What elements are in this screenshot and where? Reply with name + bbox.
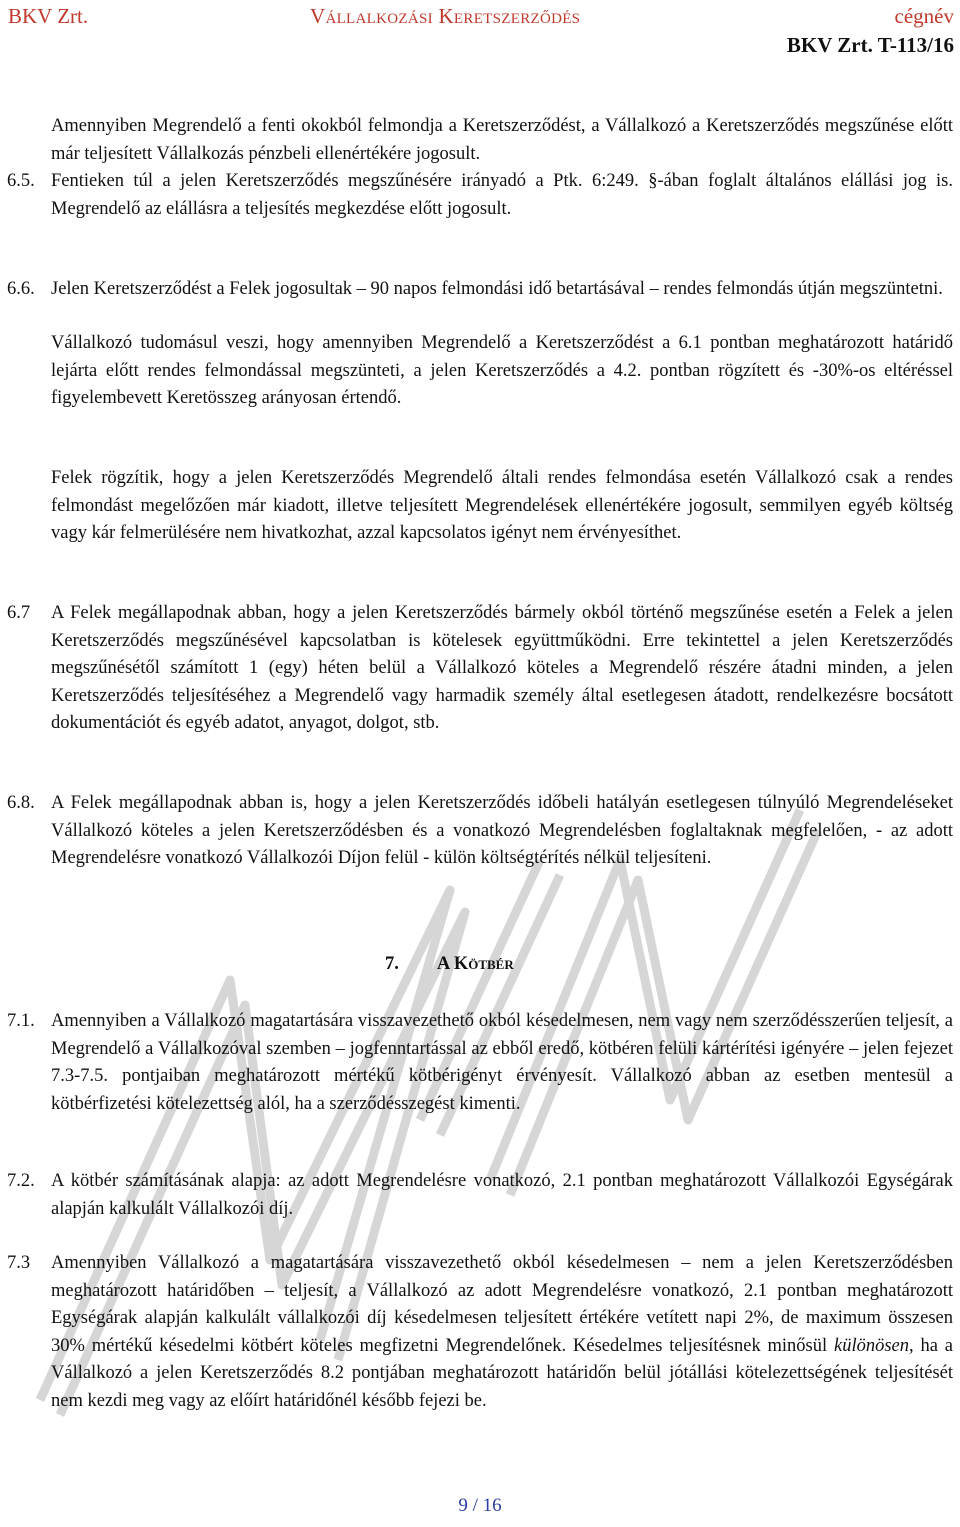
paragraph: Fentieken túl a jelen Keretszerződés megszűnésére irányadó a Ptk. 6:249. §-ában foglalt általános elállási jog is. Megrendelő az elállásra a teljesítés megkezdése előtt jogosult. [51,171,953,219]
section-number: 6.6. [7,279,35,299]
chapter-number: 7. [385,954,399,974]
section-number: 7.1. [7,1011,35,1031]
paragraph-emphasis: különösen [833,1335,909,1356]
paragraph: Amennyiben a Vállalkozó magatartására visszavezethető okból késedelmesen, nem vagy nem szerződésszerűen teljesít, a Megrendelő a Vállalkozóval szemben – jogfenntartással az ebből eredő, kötbéren felüli kártérítési igényére – jelen fejezet 7.3-7.5. pontjaiban meghatározott mértékű kötbérigényt érvényesít. Vállalkozó abban az esetben mentesül a kötbérfizetési kötelezettség alól, ha a szerződésszegést kimenti. [51,1011,953,1114]
page-number: 9 / 16 [458,1495,502,1516]
paragraph: A kötbér számításának alapja: az adott Megrendelésre vonatkozó, 2.1 pontban meghatározott Vállalkozói Egységárak alapján kalkulált Vállalkozói díj. [51,1171,953,1219]
paragraph: Vállalkozó tudomásul veszi, hogy amennyiben Megrendelő a Keretszerződést a 6.1 pontban meghatározott határidő lejárta előtt rendes felmondással megszünteti, a jelen Keretszerződés a 4.2. pontban rögzített és -30%-os eltéréssel figyelembevett Keretösszeg arányosan értendő. [51,333,953,408]
header-document-reference: BKV Zrt. T-113/16 [786,33,954,57]
paragraph: Amennyiben Megrendelő a fenti okokból felmondja a Keretszerződést, a Vállalkozó a Keretszerződés megszűnése előtt már teljesített Vállalkozás pénzbeli ellenértékére jogosult. [51,116,953,164]
chapter-heading [385,954,514,975]
header-document-title: Vállalkozási Keretszerződés [310,4,581,28]
section-number: 6.7 [7,603,31,623]
paragraph: A Felek megállapodnak abban is, hogy a jelen Keretszerződés időbeli hatályán esetlegesen túlnyúló Megrendeléseket Vállalkozó köteles a jelen Keretszerződésben és a vonatkozó Megrendelésben foglaltaknak megfelelően, - az adott Megrendelésre vonatkozó Vállalkozói Díjon felül - külön költségtérítés nélkül teljesíteni. [51,793,953,868]
section-number: 7.2. [7,1171,35,1191]
chapter-title: A Kötbér [436,954,514,974]
paragraph [51,1250,953,1415]
paragraph: Jelen Keretszerződést a Felek jogosultak – 90 napos felmondási idő betartásával – rendes felmondás útján megszüntetni. [51,279,943,299]
paragraph: A Felek megállapodnak abban, hogy a jelen Keretszerződés bármely okból történő megszűnése esetén a Felek a jelen Keretszerződés megszűnésével kapcsolatban is kötelesek együttműködni. Erre tekintettel a jelen Keretszerződés megszűnésétől számított 1 (egy) héten belül a Vállalkozó köteles a Megrendelő részére átadni minden, a jelen Keretszerződés teljesítéséhez a Megrendelő vagy harmadik személy által esetlegesen átadott, rendelkezésre bocsátott dokumentációt és egyéb adatot, anyagot, dolgot, stb. [51,603,953,733]
section-number: 7.3 [7,1253,31,1273]
paragraph: Felek rögzítik, hogy a jelen Keretszerződés Megrendelő általi rendes felmondása esetén Vállalkozó csak a rendes felmondást megelőzően már kiadott, illetve teljesített Megrendelések ellenértékére jogosult, semmilyen egyéb költség vagy kár felmerülésére nem hivatkozhat, azzal kapcsolatos igényt nem érvényesíthet. [51,468,953,543]
section-number: 6.8. [7,793,35,813]
header-company-placeholder: cégnév [894,4,954,28]
paragraph-text: Amennyiben Vállalkozó a magatartására visszavezethető okból késedelmesen – nem a jelen Keretszerződésben meghatározott határidőben – teljesít, a Vállalkozó az adott Megrendelésre vonatkozó, 2.1 pontban meghatározott Egységárak alapján kalkulált vállalkozói díj késedelmesen teljesített értékére vetített napi 2%, de maximum összesen 30% mértékű késedelmi kötbért köteles megfizetni Megrendelőnek. Késedelmes teljesítésnek minősül [51,1253,953,1356]
section-number: 6.5. [7,171,35,191]
header-company: BKV Zrt. [8,4,89,28]
paragraph-text: , ha a Vállalkozó a jelen Keretszerződés 8.2 pontjában meghatározott határidőn belül jótállási kötelezettségének teljesítését nem kezdi meg vagy az előírt határidőnél később fejezi be. [51,1335,953,1411]
